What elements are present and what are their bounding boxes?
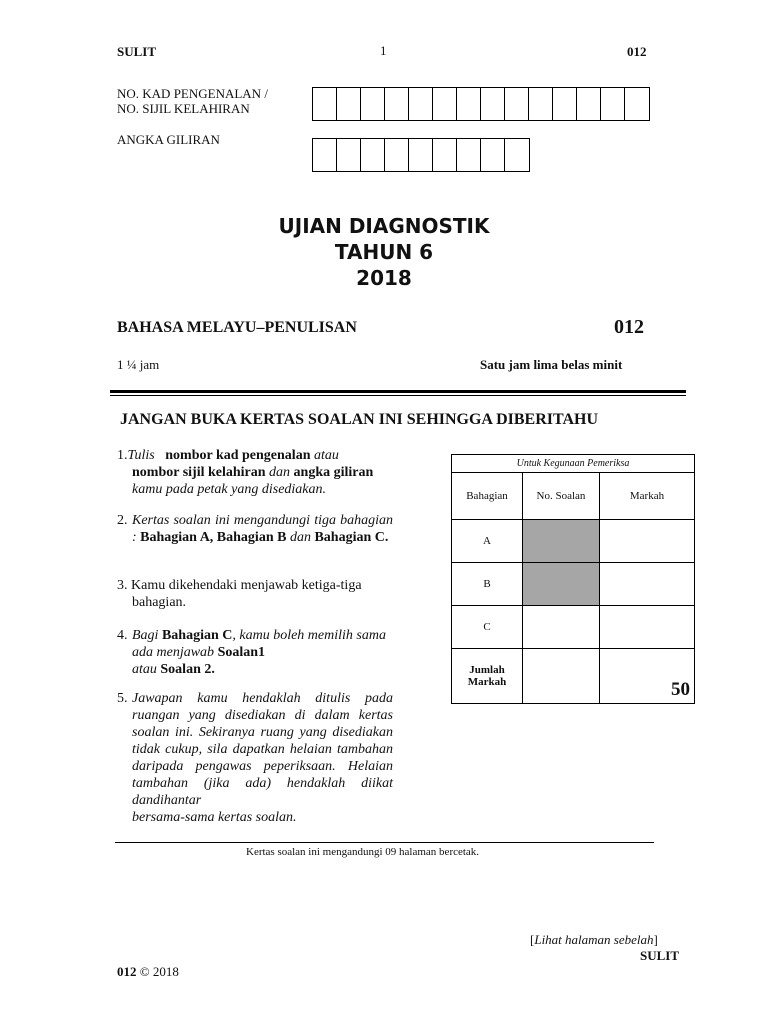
next-page-note: [Lihat halaman sebelah] — [530, 932, 658, 947]
footer-rule — [115, 842, 654, 843]
header-no-soalan: No. Soalan — [523, 473, 600, 520]
total-mark-cell — [600, 649, 695, 704]
warning-banner: JANGAN BUKA KERTAS SOALAN INI SEHINGGA DIBERITAHU — [120, 411, 599, 428]
header-bahagian: Bahagian — [452, 473, 523, 520]
page-number: 1 — [380, 43, 387, 58]
cell-c-question[interactable] — [523, 606, 600, 649]
total-mark-value: 50 — [671, 679, 690, 700]
footer-classification: SULIT — [640, 948, 680, 963]
page-count-note: Kertas soalan ini mengandungi 09 halaman bercetak. — [246, 846, 480, 858]
instruction-5: 5. Jawapan kamu hendaklah ditulis pada ruangan yang disediakan di dalam kertas soalan ini. Sekiranya ruang yang disediakan tidak cukup, sila dapatkan helaian tambahan daripada pengawas peperiksaan. Helaian tambahan (jika ada) hendaklah diikat dandihantar bersama-sama kertas soalan. — [117, 691, 393, 825]
double-rule-top — [110, 390, 686, 393]
cell-a-question — [523, 520, 600, 563]
footer-code: 012 © 2018 — [117, 964, 179, 979]
row-label-b: B — [452, 563, 523, 606]
cell-a-mark[interactable] — [600, 520, 695, 563]
cell-b-question — [523, 563, 600, 606]
exam-year-group: TAHUN 6 — [334, 240, 434, 264]
cell-total-question — [523, 649, 600, 704]
paper-code: 012 — [627, 44, 647, 59]
row-label-a: A — [452, 520, 523, 563]
duration-short: 1 ¼ jam — [117, 357, 160, 372]
instruction-1: 1.Tulis nombor kad pengenalan atau nombor sijil kelahiran dan angka giliran kamu pada petak yang disediakan. — [117, 448, 374, 497]
ic-label — [117, 86, 268, 116]
exam-year: 2018 — [356, 266, 412, 290]
subject-code: 012 — [614, 316, 644, 338]
instruction-2: 2. Kertas soalan ini mengandungi tiga bahagian : Bahagian A, Bahagian B dan Bahagian C. — [117, 513, 393, 545]
exam-title: UJIAN DIAGNOSTIK — [278, 214, 490, 238]
cell-c-mark[interactable] — [600, 606, 695, 649]
duration-long: Satu jam lima belas minit — [480, 357, 623, 372]
index-number-boxes[interactable] — [312, 138, 530, 172]
header-markah: Markah — [600, 473, 695, 520]
total-label: Jumlah Markah — [452, 649, 523, 704]
instruction-4: 4. Bagi Bahagian C, kamu boleh memilih sama ada menjawab Soalan1 atau Soalan 2. — [117, 628, 386, 677]
instruction-3: 3. Kamu dikehendaki menjawab ketiga-tiga bahagian. — [117, 578, 362, 610]
examiner-table — [451, 454, 695, 704]
row-label-c: C — [452, 606, 523, 649]
ic-label-line1: NO. KAD PENGENALAN / — [117, 86, 268, 101]
double-rule-bottom — [110, 395, 686, 396]
cell-b-mark[interactable] — [600, 563, 695, 606]
ic-number-boxes[interactable] — [312, 87, 650, 121]
examiner-table-caption: Untuk Kegunaan Pemeriksa — [452, 455, 695, 473]
classification-label: SULIT — [117, 44, 157, 59]
ic-label-line2: NO. SIJIL KELAHIRAN — [117, 101, 250, 116]
index-number-label: ANGKA GILIRAN — [117, 132, 220, 147]
subject-name: BAHASA MELAYU–PENULISAN — [117, 319, 357, 336]
